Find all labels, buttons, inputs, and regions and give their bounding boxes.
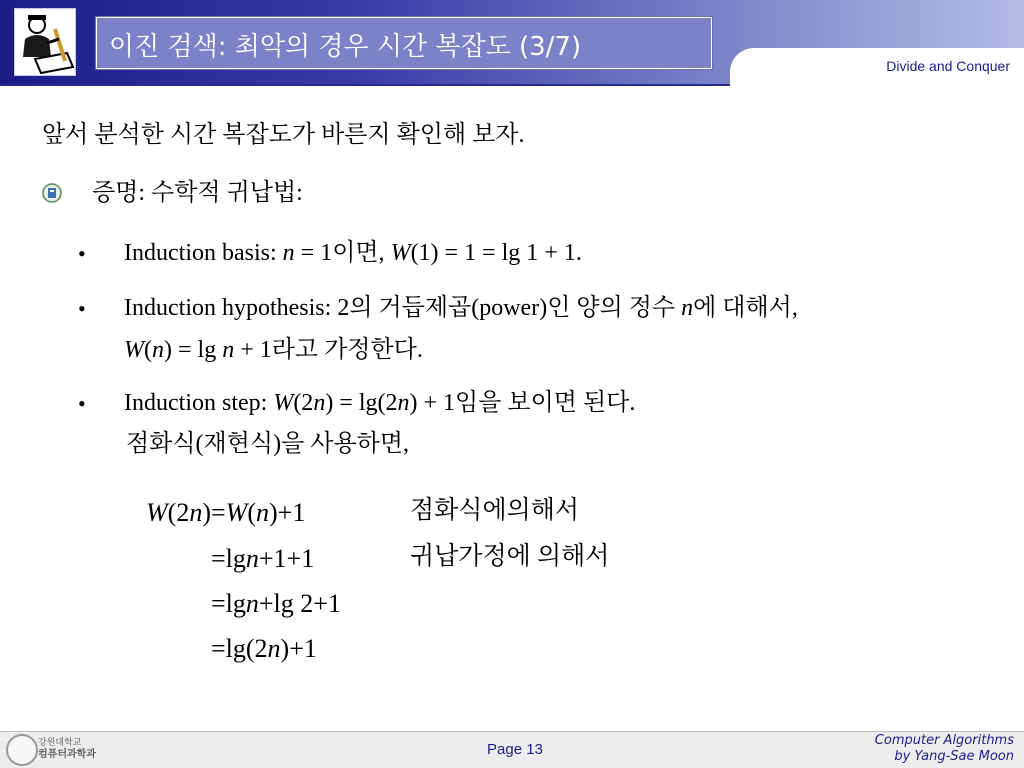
intro-text: 앞서 분석한 시간 복잡도가 바른지 확인해 보자.: [42, 122, 525, 148]
title-box: [96, 17, 712, 69]
equation-row-4: =lg(2n)+1: [211, 634, 317, 663]
university-emblem-icon: [42, 183, 62, 203]
equation-row-1: W(2n)=W(n)+1: [146, 498, 306, 527]
equation-note-1: 점화식에의해서: [410, 497, 580, 524]
induction-step: Induction step: W(2n) = lg(2n) + 1임을 보이면 된다.: [124, 390, 636, 416]
slide-title: 이진 검색: 최악의 경우 시간 복잡도 (3/7): [109, 32, 582, 62]
header-subtitle: Divide and Conquer: [886, 58, 1010, 74]
equation-row-2: =lgn+1+1: [211, 544, 315, 573]
university-name: 강원대학교 컴퓨터과학과: [38, 738, 96, 760]
induction-step-line2: 점화식(재현식)을 사용하면,: [126, 431, 410, 457]
induction-hypothesis: Induction hypothesis: 2의 거듭제곱(power)인 양의 정수 n에 대해서,: [124, 295, 798, 321]
bullet-dot: •: [78, 241, 86, 266]
slide-header: [0, 0, 1024, 86]
induction-basis: Induction basis: n = 1이면, W(1) = 1 = lg 1 + 1.: [124, 240, 582, 266]
induction-hypothesis-line2: W(n) = lg n + 1라고 가정한다.: [124, 337, 423, 363]
page-number: Page 13: [487, 741, 543, 758]
bullet-dot: •: [78, 391, 86, 416]
course-credit: Computer Algorithms by Yang-Sae Moon: [874, 733, 1014, 764]
university-seal-icon: [6, 734, 38, 766]
equation-note-2: 귀납가정에 의해서: [410, 543, 610, 570]
equation-row-3: =lgn+lg 2+1: [211, 589, 341, 618]
man-at-desk-logo: [14, 8, 76, 76]
proof-label: 증명: 수학적 귀납법:: [92, 180, 303, 206]
bullet-dot: •: [78, 296, 86, 321]
